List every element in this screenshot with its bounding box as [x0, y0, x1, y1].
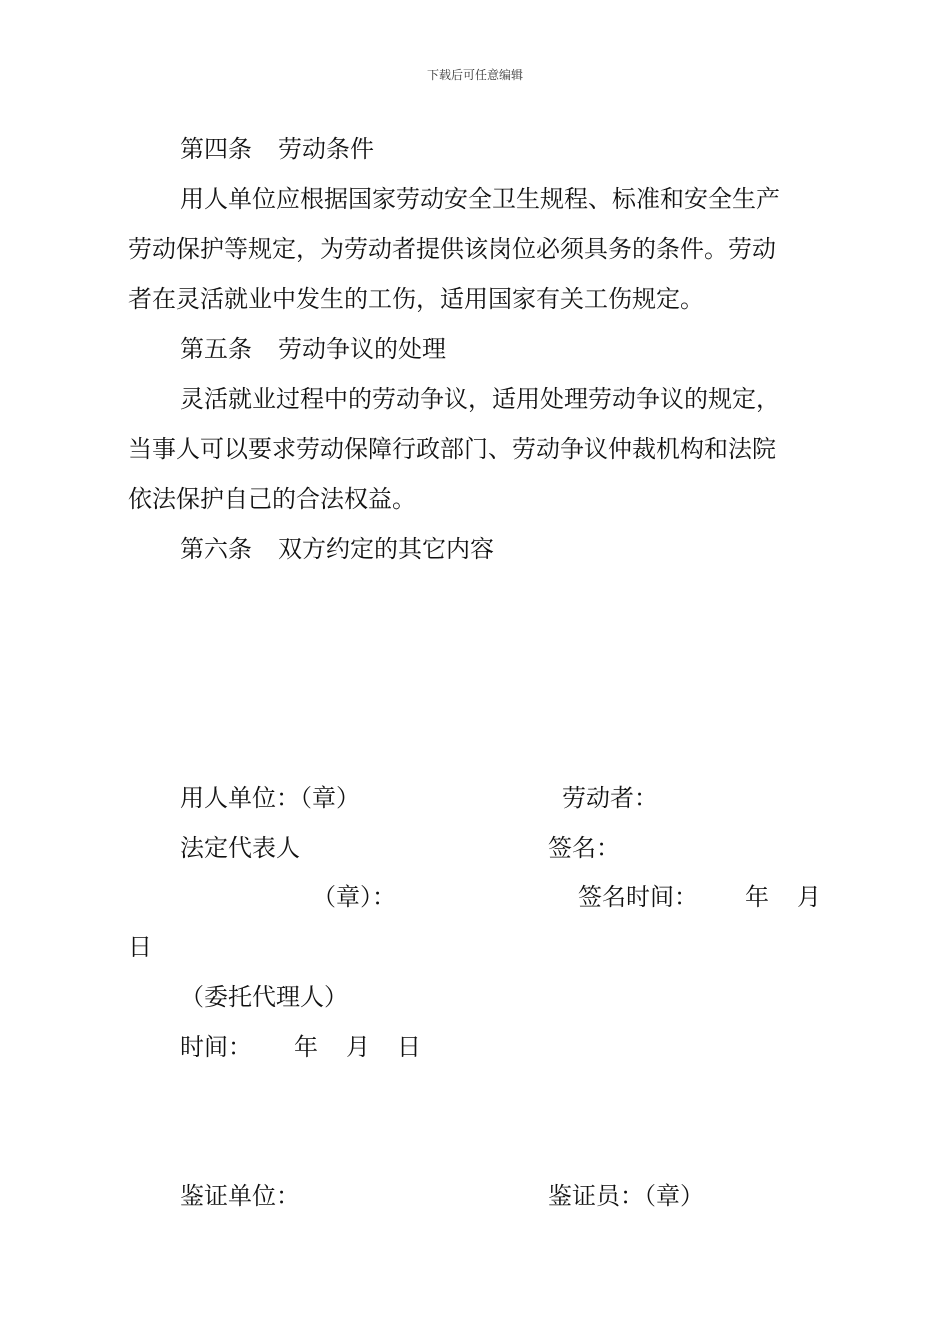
article-5-paragraph-line: 依法保护自己的合法权益。: [128, 485, 416, 513]
article-4-paragraph-line: 劳动保护等规定，为劳动者提供该岗位必须具务的条件。劳动: [128, 235, 776, 263]
seal-label: （章）：: [312, 883, 396, 911]
article-4-heading: [180, 134, 374, 164]
article-6-title: 双方约定的其它内容: [278, 535, 494, 563]
page-header-note: 下载后可任意编辑: [426, 68, 523, 82]
verification-unit-label: 鉴证单位：: [180, 1182, 300, 1210]
signature-year-label: 年: [745, 883, 769, 911]
time-label: 时间：: [180, 1033, 252, 1061]
verification-officer-label: 鉴证员：（章）: [548, 1182, 704, 1210]
worker-label: 劳动者：: [562, 784, 658, 812]
legal-representative-label: 法定代表人: [180, 834, 300, 862]
article-5-paragraph-line: 当事人可以要求劳动保障行政部门、劳动争议仲裁机构和法院: [128, 435, 776, 463]
article-5-heading: [180, 334, 446, 364]
entrusted-agent-label: （委托代理人）: [180, 983, 348, 1011]
signature-day-label: 日: [128, 933, 152, 961]
article-6-number: 第六条: [180, 535, 252, 563]
time-year-label: 年: [294, 1033, 318, 1061]
article-4-number: 第四条: [180, 135, 252, 163]
time-day-label: 日: [397, 1033, 421, 1061]
signature-time-label: 签名时间：: [578, 883, 698, 911]
article-5-number: 第五条: [180, 335, 252, 363]
article-5-title: 劳动争议的处理: [278, 335, 446, 363]
article-5-paragraph-line: 灵活就业过程中的劳动争议，适用处理劳动争议的规定，: [180, 385, 780, 413]
article-4-paragraph-line: 者在灵活就业中发生的工伤，适用国家有关工伤规定。: [128, 285, 704, 313]
article-4-title: 劳动条件: [278, 135, 374, 163]
article-4-paragraph-line: 用人单位应根据国家劳动安全卫生规程、标准和安全生产: [180, 185, 780, 213]
article-6-heading: [180, 534, 494, 564]
signature-label: 签名：: [548, 834, 620, 862]
employer-seal-label: 用人单位：（章）: [180, 784, 360, 812]
signature-month-label: 月: [797, 883, 821, 911]
time-month-label: 月: [346, 1033, 370, 1061]
